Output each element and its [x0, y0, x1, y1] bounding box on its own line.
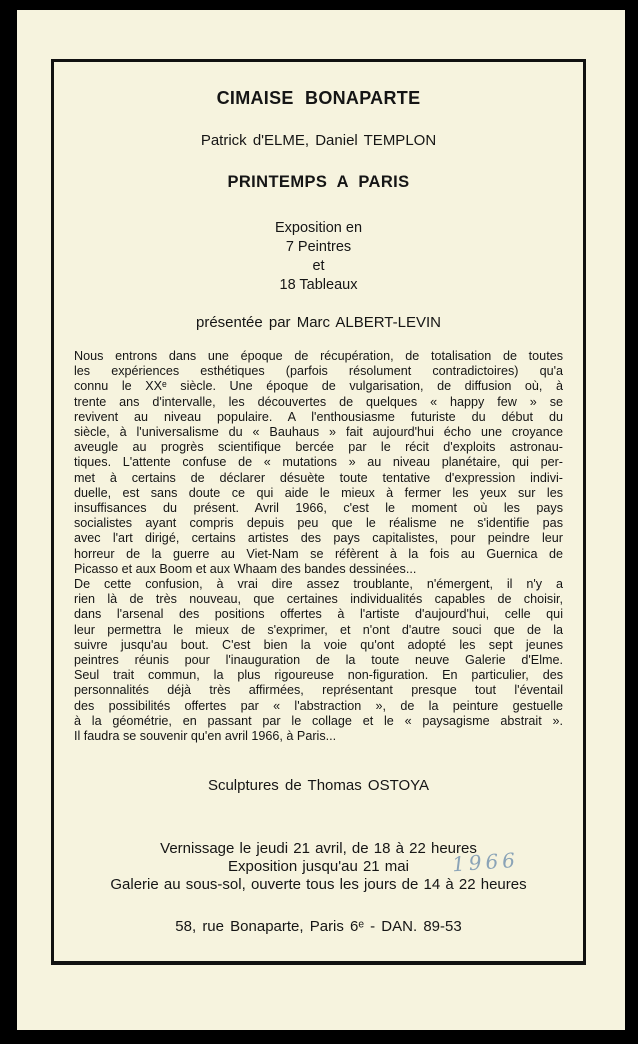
sculptures-credit: Sculptures de Thomas OSTOYA [207, 777, 430, 794]
opening-line: Exposition jusqu'au 21 mai [228, 858, 409, 875]
body-line: peintres réunis pour l'inauguration de la toute neuve Galerie d'Elme. [74, 653, 563, 668]
organizers: Patrick d'ELME, Daniel TEMPLON [200, 132, 437, 149]
body-line: trente ans d'intervalle, les découvertes de quelques « happy few » se [74, 394, 563, 409]
body-line: tiques. L'attente confuse de « mutations » au niveau planétaire, qui per- [74, 455, 563, 470]
exhibition-intro [51, 219, 586, 295]
body-line: dans l'arsenal des positions offertes à l'artiste d'aujourd'hui, celle qui [74, 607, 563, 622]
body-line: à la géométrie, en passant par le collage et le « paysagisme abstrait ». [74, 713, 563, 728]
body-line: horreur de la guerre au Viet-Nam se réfèrent à la fois au Guernica de [74, 546, 563, 561]
intro-line: 18 Tableaux [279, 277, 358, 293]
body-line: leur permettra le mieux de s'exprimer, et n'ont d'autre souci que de la [74, 622, 563, 637]
body-line: aveugle au progrès scientifique bercée par le récit d'exploits astronau- [74, 440, 563, 455]
body-line: personnalités déjà très affirmées, représentant presque tout l'éventail [74, 683, 563, 698]
body-line: avec l'art dirigé, certains artistes des pays capitalistes, pour peindre leur [74, 531, 563, 546]
body-line: Seul trait commun, la plus rigoureuse non-figuration. En particulier, des [74, 668, 563, 683]
body-line: siècle, à l'universalisme du « Bauhaus » fait aujourd'hui écho une croyance [74, 425, 563, 440]
presenter: présentée par Marc ALBERT-LEVIN [195, 314, 441, 331]
body-line: duelle, est sans doute ce qui aide le mieux à fermer les yeux sur les [74, 485, 563, 500]
body-line: met à certains de déclarer désuète toute tentative d'expression indivi- [74, 470, 563, 485]
gallery-name: CIMAISE BONAPARTE [216, 88, 421, 108]
body-line: des possibilités offertes par « l'abstraction », de la peinture gestuelle [74, 698, 563, 713]
handwritten-year: 1966 [451, 847, 520, 877]
body-line: Picasso et aux Boom et aux Whaam des bandes dessinées... [74, 561, 417, 576]
body-line: rien là de très nouveau, que certaines individualités capables de choisir, [74, 592, 563, 607]
body-line: socialistes ayant compris depuis peu que le réalisme ne s'identifie pas [74, 516, 563, 531]
intro-line: Exposition en [274, 220, 363, 236]
body-line: insuffisances du présent. Avril 1966, c'est le moment où les pays [74, 501, 563, 516]
body-line: De cette confusion, à vrai dire assez troublante, n'émergent, il n'y a [74, 577, 563, 592]
body-line: revivent au niveau populaire. A l'enthousiasme futuriste du début du [74, 409, 563, 424]
body-text [74, 349, 563, 744]
body-line: connu le XXᵉ siècle. Une époque de vulgarisation, de diffusion où, à [74, 379, 563, 394]
body-line: suivre jusqu'au bout. C'est bien la voie qu'ont adopté les sept jeunes [74, 637, 563, 652]
exhibition-title: PRINTEMPS A PARIS [227, 173, 410, 191]
body-line: Il faudra se souvenir qu'en avril 1966, à Paris... [74, 729, 337, 744]
opening-line: Galerie au sous-sol, ouverte tous les jours de 14 à 22 heures [110, 876, 527, 893]
body-line: Nous entrons dans une époque de récupération, de totalisation de toutes [74, 349, 563, 363]
gallery-address: 58, rue Bonaparte, Paris 6ᵉ - DAN. 89-53 [175, 918, 462, 935]
body-line: les expériences esthétiques (parfois résolument contradictoires) qu'a [74, 364, 563, 379]
opening-line: Vernissage le jeudi 21 avril, de 18 à 22 heures [160, 840, 477, 857]
intro-line: et [312, 258, 325, 274]
intro-line: 7 Peintres [285, 239, 352, 255]
